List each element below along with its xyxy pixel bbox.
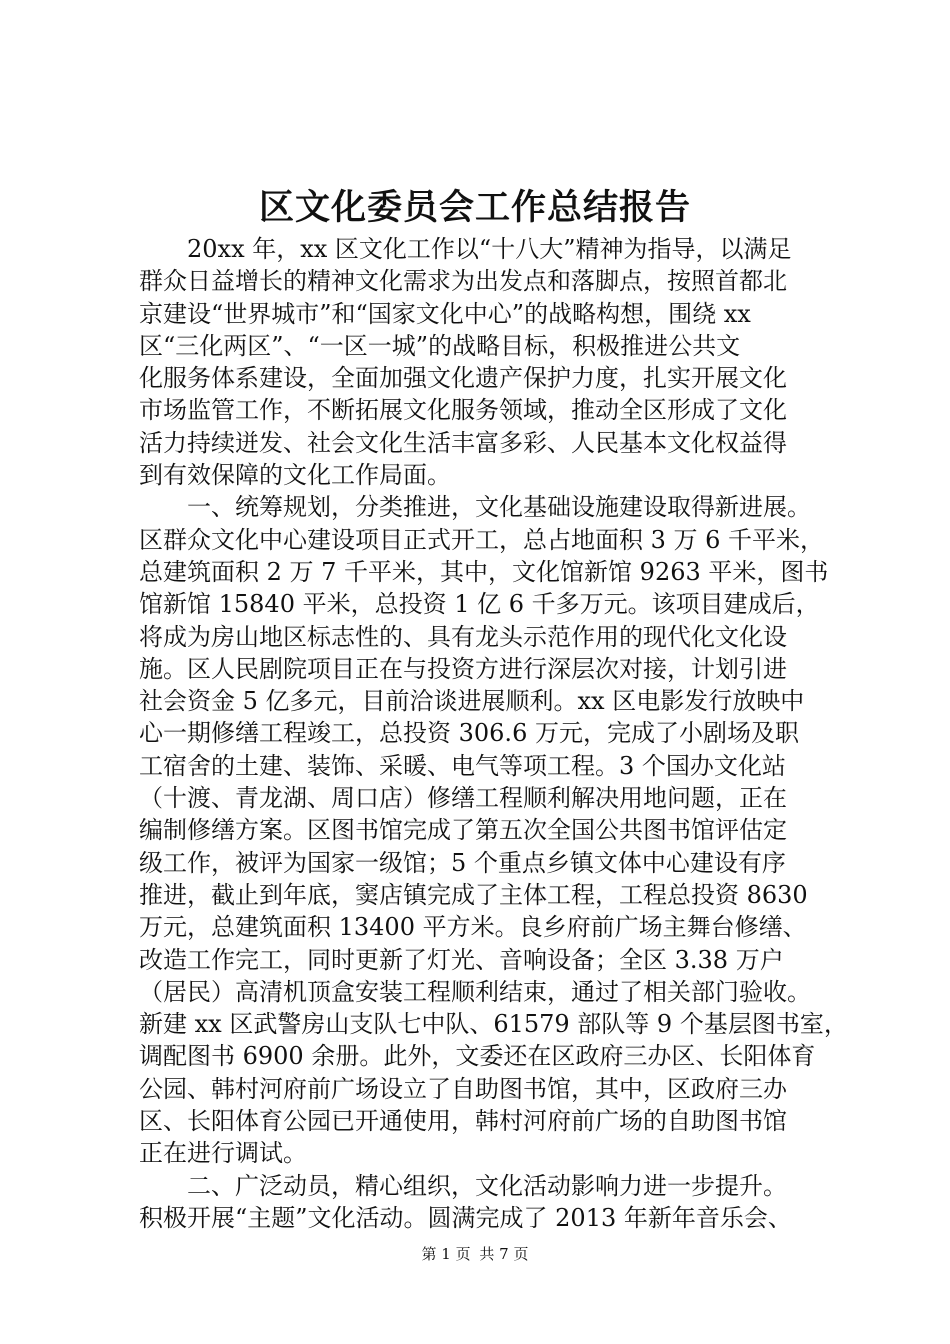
paragraph-section-1: [139, 491, 848, 1169]
paragraph-line: 积极开展“主题”文化活动。圆满完成了 2013 年新年音乐会、: [139, 1203, 792, 1232]
paragraph-line: 工宿舍的土建、装饰、采暖、电气等项工程。3 个国办文化站: [139, 751, 786, 780]
page-footer: [0, 1244, 950, 1264]
paragraph-line: 二、广泛动员，精心组织，文化活动影响力进一步提升。: [187, 1171, 787, 1200]
paragraph-intro: [139, 233, 839, 491]
paragraph-line: 区群众文化中心建设项目正式开工，总占地面积 3 万 6 千平米，: [139, 525, 825, 554]
paragraph-line: 市场监管工作，不断拓展文化服务领域，推动全区形成了文化: [139, 396, 787, 425]
paragraph-line: 将成为房山地区标志性的、具有龙头示范作用的现代化文化设: [139, 622, 787, 651]
paragraph-line: 活力持续迸发、社会文化生活丰富多彩、人民基本文化权益得: [139, 428, 787, 457]
paragraph-line: 京建设“世界城市”和“国家文化中心”的战略构想，围绕 xx: [139, 299, 751, 328]
paragraph-line: 施。区人民剧院项目正在与投资方进行深层次对接，计划引进: [139, 654, 787, 683]
paragraph-line: 新建 xx 区武警房山支队七中队、61579 部队等 9 个基层图书室，: [139, 1010, 848, 1039]
paragraph-line: 一、统筹规划，分类推进，文化基础设施建设取得新进展。: [187, 493, 811, 522]
paragraph-section-2: [139, 1170, 839, 1235]
paragraph-line: 馆新馆 15840 平米，总投资 1 亿 6 千多万元。该项目建成后，: [139, 590, 820, 619]
paragraph-line: 公园、韩村河府前广场设立了自助图书馆，其中，区政府三办: [139, 1074, 787, 1103]
paragraph-line: 化服务体系建设，全面加强文化遗产保护力度，扎实开展文化: [139, 364, 787, 393]
paragraph-line: 社会资金 5 亿多元，目前洽谈进展顺利。xx 区电影发行放映中: [139, 687, 805, 716]
paragraph-line: 正在进行调试。: [139, 1139, 307, 1168]
paragraph-line: （十渡、青龙湖、周口店）修缮工程顺利解决用地问题，正在: [139, 784, 787, 813]
page-number: 第 1 页: [421, 1245, 471, 1263]
paragraph-line: 20xx 年，xx 区文化工作以“十八大”精神为指导，以满足: [187, 235, 792, 263]
paragraph-line: 万元，总建筑面积 13400 平方米。良乡府前广场主舞台修缮、: [139, 913, 807, 942]
paragraph-line: 心一期修缮工程竣工，总投资 306.6 万元，完成了小剧场及职: [139, 719, 799, 748]
paragraph-line: 区“三化两区”、“一区一城”的战略目标，积极推进公共文: [139, 331, 741, 360]
paragraph-line: 区、长阳体育公园已开通使用，韩村河府前广场的自助图书馆: [139, 1107, 787, 1136]
paragraph-line: 到有效保障的文化工作局面。: [139, 461, 451, 490]
paragraph-line: 总建筑面积 2 万 7 千平米，其中，文化馆新馆 9263 平米，图书: [139, 557, 829, 586]
document-body: [139, 233, 848, 1234]
paragraph-line: （居民）高清机顶盒安装工程顺利结束，通过了相关部门验收。: [139, 977, 811, 1006]
paragraph-line: 调配图书 6900 余册。此外，文委还在区政府三办区、长阳体育: [139, 1042, 816, 1071]
paragraph-line: 级工作，被评为国家一级馆；5 个重点乡镇文体中心建设有序: [139, 848, 786, 877]
document-title: 区文化委员会工作总结报告: [258, 187, 691, 228]
paragraph-line: 改造工作完工，同时更新了灯光、音响设备；全区 3.38 万户: [139, 945, 784, 974]
paragraph-line: 推进，截止到年底，窦店镇完成了主体工程，工程总投资 8630: [139, 880, 808, 909]
paragraph-line: 编制修缮方案。区图书馆完成了第五次全国公共图书馆评估定: [139, 816, 787, 845]
paragraph-line: 群众日益增长的精神文化需求为出发点和落脚点，按照首都北: [139, 267, 787, 296]
page-total: 共 7 页: [479, 1245, 529, 1263]
